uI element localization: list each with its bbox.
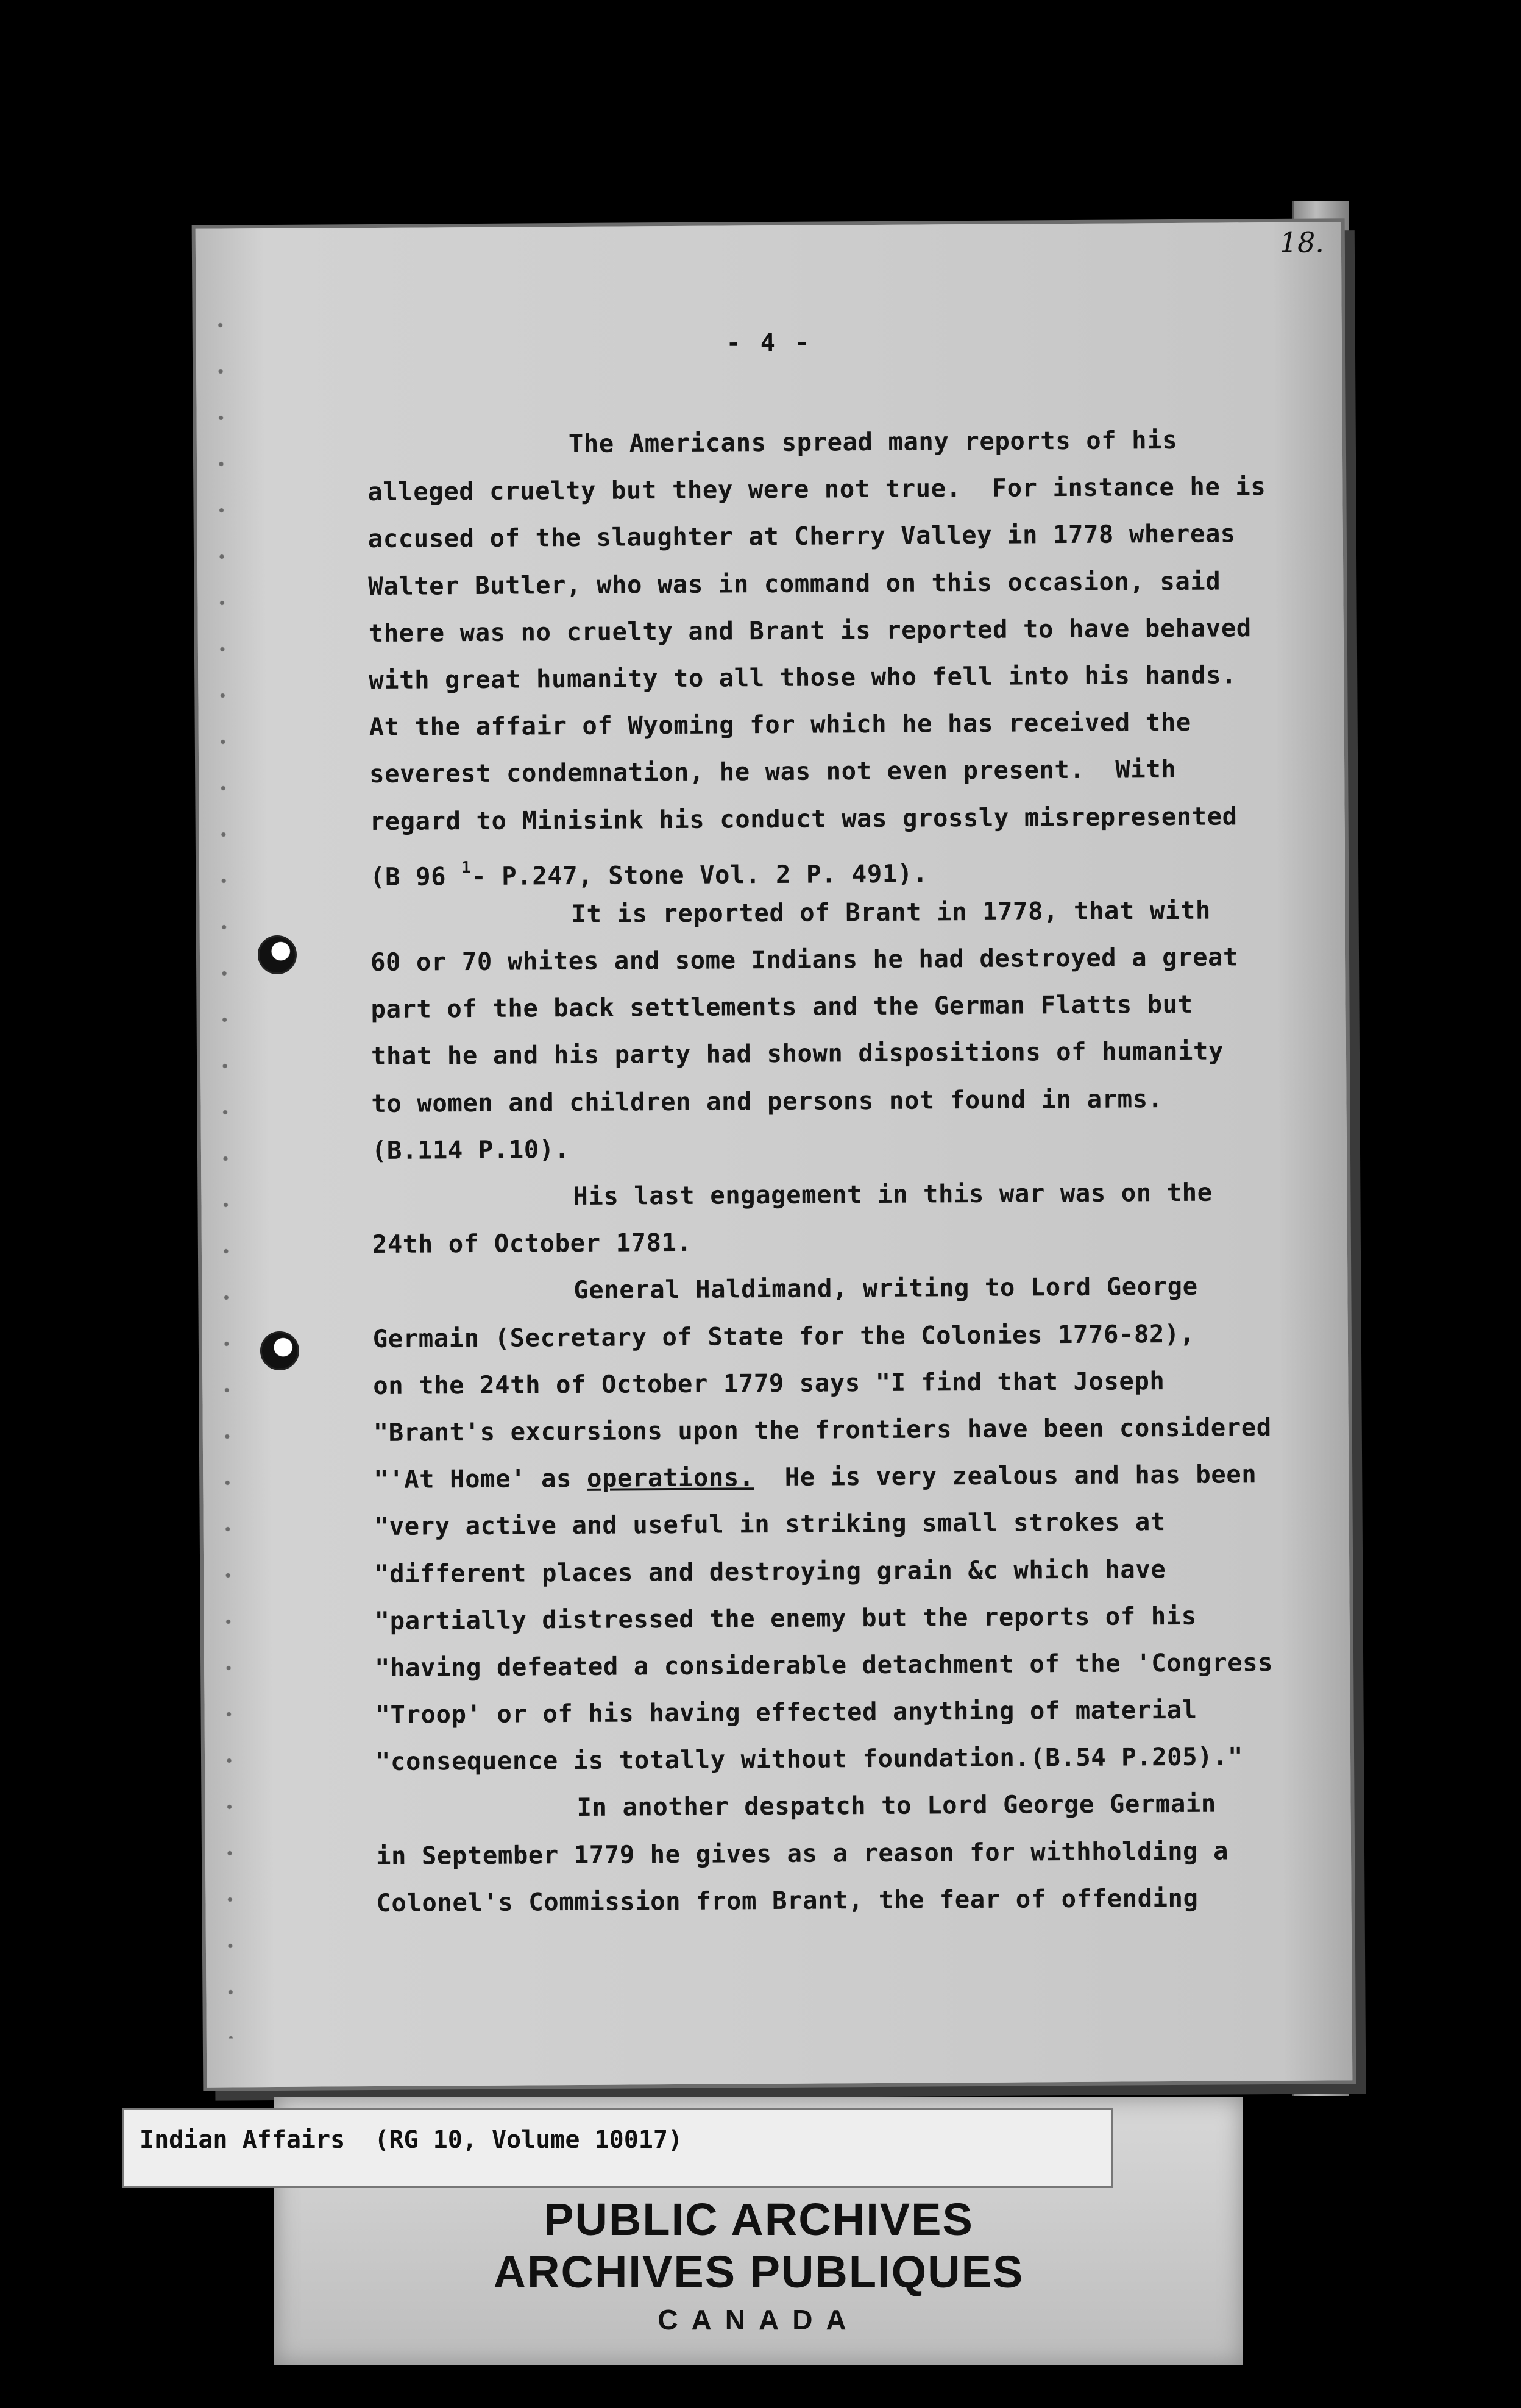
text-line: "Troop' or of his having effected anything of material	[375, 1694, 1197, 1730]
text-line: "very active and useful in striking small strokes at	[374, 1507, 1166, 1542]
underlined-word: operations.	[586, 1462, 754, 1493]
text-line: severest condemnation, he was not even present. With	[369, 754, 1177, 789]
citation-prefix: (B 96	[370, 861, 462, 891]
text-line: At the affair of Wyoming for which he has received the	[369, 707, 1191, 742]
text-line: accused of the slaughter at Cherry Valley in 1778 whereas	[367, 519, 1236, 554]
text-line: that he and his party had shown dispositions of humanity	[370, 1036, 1224, 1071]
document-page	[196, 222, 1353, 2087]
text-line: there was no cruelty and Brant is reported to have behaved	[368, 612, 1252, 648]
text-line: Walter Butler, who was in command on this occasion, said	[368, 566, 1221, 601]
punch-hole-lower	[260, 1331, 299, 1370]
text-line: on the 24th of October 1779 says "I find that Joseph	[373, 1365, 1165, 1400]
page-number: - 4 -	[726, 328, 812, 358]
text-line-citation	[370, 839, 1333, 892]
text-line: "consequence is totally without foundation.(B.54 P.205)."	[375, 1741, 1244, 1777]
punch-hole-upper	[258, 935, 297, 974]
text-line-underlined	[374, 1450, 1336, 1503]
text-line: regard to Minisink his conduct was grossly misrepresented	[369, 801, 1238, 836]
text-line: (B.114 P.10).	[371, 1134, 570, 1165]
line-post: He is very zealous and has been	[754, 1459, 1257, 1492]
text-line: "different places and destroying grain &c which have	[374, 1554, 1166, 1588]
text-line: In another despatch to Lord George Germain	[576, 1789, 1216, 1822]
text-line: 60 or 70 whites and some Indians he had destroyed a great	[370, 942, 1239, 977]
text-line: part of the back settlements and the German Flatts but	[370, 990, 1193, 1024]
typed-text-body	[367, 416, 1339, 1927]
volume-tag-text: Indian Affairs (RG 10, Volume 10017)	[140, 2126, 683, 2154]
text-line: General Haldimand, writing to Lord George	[573, 1272, 1198, 1305]
text-line: in September 1779 he gives as a reason for withholding a	[375, 1836, 1229, 1871]
text-line: alleged cruelty but they were not true. For instance he is	[367, 472, 1266, 507]
citation-rest: - P.247, Stone Vol. 2 P. 491).	[471, 859, 929, 891]
binding-perforations	[214, 302, 236, 2038]
text-line: Colonel's Commission from Brant, the fear of offending	[376, 1883, 1199, 1918]
text-line: "having defeated a considerable detachment of the 'Congress	[374, 1647, 1274, 1682]
text-line: 24th of October 1781.	[372, 1228, 692, 1259]
stamp-line-country: CANADA	[658, 2304, 860, 2335]
archives-stamp	[274, 2194, 1243, 2341]
text-line: His last engagement in this war was on the	[573, 1177, 1213, 1211]
text-line: It is reported of Brant in 1778, that with	[571, 895, 1211, 929]
text-line: to women and children and persons not found in arms.	[371, 1083, 1163, 1118]
text-line: with great humanity to all those who fell into his hands.	[369, 660, 1237, 695]
text-line: The Americans spread many reports of his	[568, 425, 1178, 459]
stamp-line-french: ARCHIVES PUBLIQUES	[493, 2247, 1024, 2297]
text-line: "Brant's excursions upon the frontiers have been considered	[373, 1412, 1272, 1447]
superscript: 1	[461, 858, 472, 877]
folio-number: 18.	[1279, 225, 1325, 259]
volume-tag	[122, 2108, 1113, 2188]
line-pre: "'At Home' as	[374, 1464, 587, 1495]
stamp-line-english: PUBLIC ARCHIVES	[544, 2194, 974, 2245]
text-line: "partially distressed the enemy but the reports of his	[374, 1601, 1197, 1635]
text-line: Germain (Secretary of State for the Colonies 1776-82),	[372, 1319, 1196, 1353]
